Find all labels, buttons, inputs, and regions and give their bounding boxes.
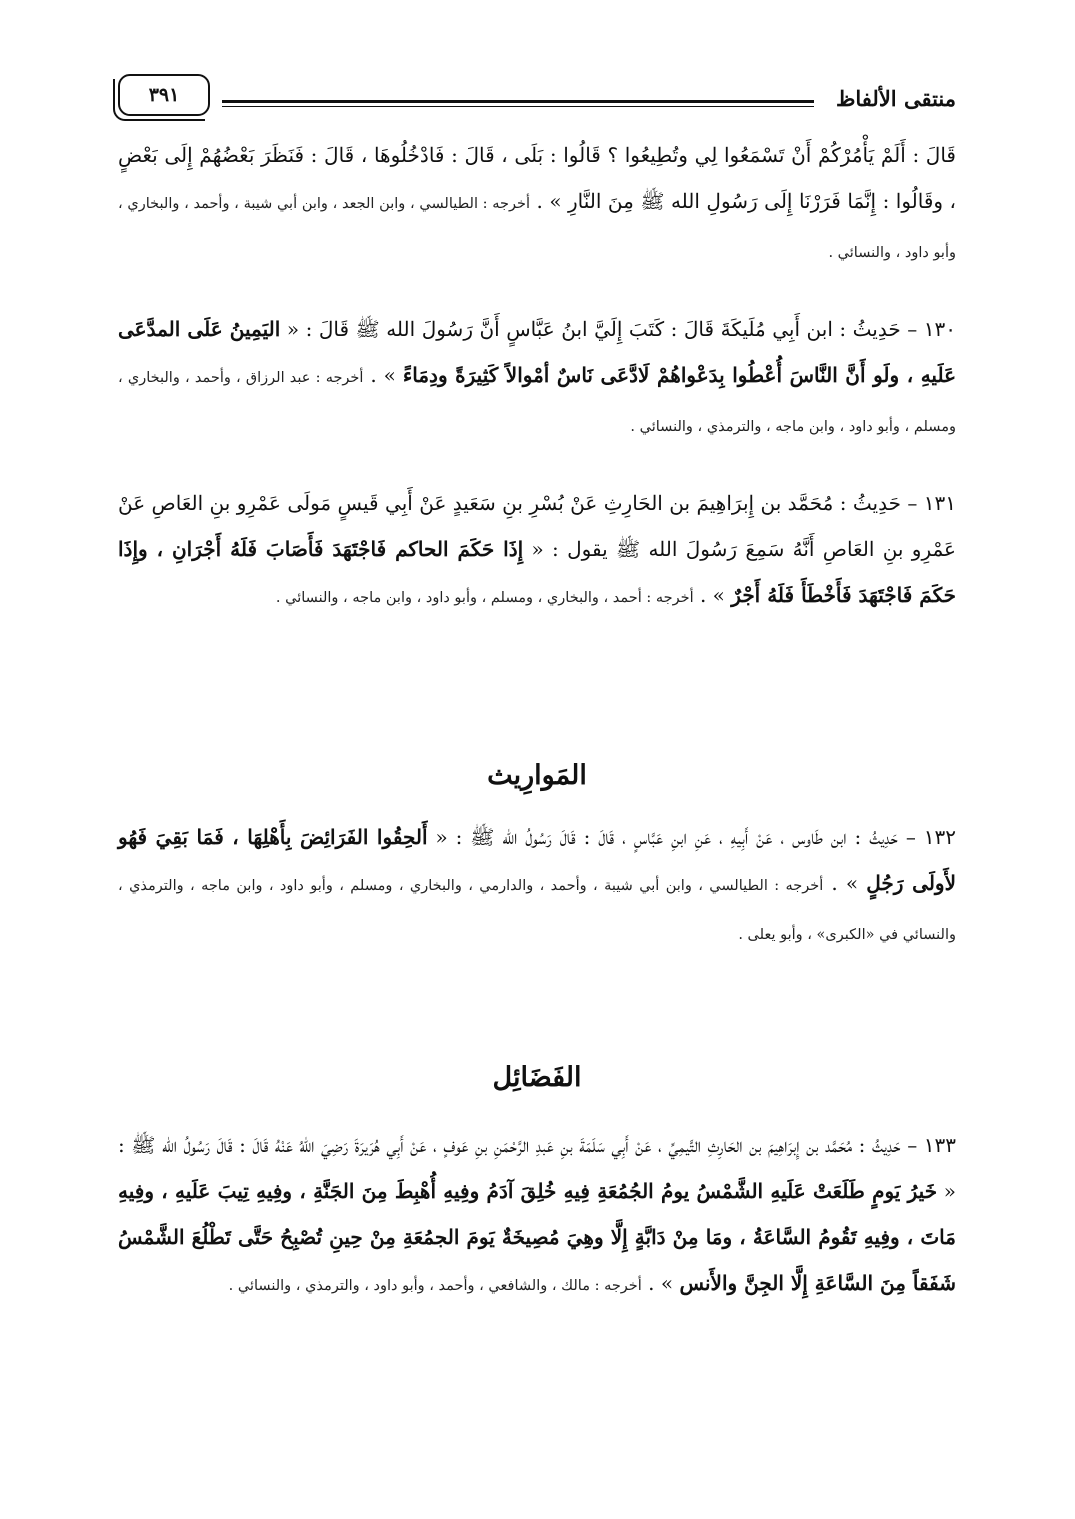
continuation-source: أخرجه : الطيالسي ، وابن الجعد ، وابن أبي شيبة ، وأحمد ، والبخاري ، وأبو داود ، والنسائي .: [118, 196, 956, 261]
continuation-text: قَالَ : أَلَمْ يَأْمُرْكُمْ أَنْ تَسْمَعُوا لِي وتُطِيعُوا ؟ قَالُوا : بَلَى ، قَالَ : فَادْخُلُوهَا ، قَالَ : فَنَظَرَ بَعْضُهُمْ إِلَى بَعْضٍ ، وقَالُوا : إِنَّمَا فَرَرْنَا إِلَى رَسُولِ الله ﷺ مِنَ النَّارِ » .: [118, 143, 956, 213]
page-number-box: [118, 74, 210, 116]
continuation-paragraph: [118, 132, 956, 276]
hadith-133-intro: ١٣٣ – حَدِيثُ : مُحَمَّد بن إِبرَاهِيمَ بن الحَارِثِ التَّيمِيِّ ، عَنْ أَبِي سَلَمَةَ بنِ عَبدِ الرَّحْمَنِ بنِ عَوفٍ ، عَنْ أَبِي هُرَيرَةَ رَضِيَ اللهُ عَنْهُ قَالَ : قَالَ رَسُولُ الله ﷺ : «: [118, 1133, 957, 1203]
section-heading-mawarith: المَوارِيث: [487, 760, 587, 791]
hadith-130-quote: اليَمِينُ عَلَى المدَّعَى عَلَيهِ ، ولَو أَنَّ النَّاسَ أُعْطُوا بِدَعْواهُمْ لَادَّعَى نَاسٌ أمْوالاً كَثِيرَةً ودِمَاءً: [118, 317, 957, 387]
hadith-130: [118, 306, 956, 450]
hadith-131: [118, 480, 956, 621]
hadith-131-intro: ١٣١ – حَدِيثُ : مُحَمَّد بن إِبرَاهِيمَ بن الحَارِثِ عَنْ بُسْرِ بنِ سَعَيدٍ عَنْ أَبِي قَيسٍ مَولَى عَمْرِو بنِ العَاصِ عَنْ عَمْرِو بنِ العَاصِ أَنَّهُ سَمِعَ رَسُولَ الله ﷺ يقول : «: [118, 491, 956, 561]
hadith-131-close: » .: [699, 583, 725, 607]
hadith-133-source: أخرجه : مالك ، والشافعي ، وأحمد ، وأبو داود ، والترمذي ، والنسائي .: [228, 1278, 642, 1294]
hadith-132: [118, 814, 956, 958]
hadith-131-quote: إِذَا حَكَمَ الحاكم فَاجْتَهَدَ فَأَصَابَ فَلَهُ أَجْرَانِ ، وإِذَا حَكَمَ فَاجْتَهَدَ فَأَخْطَأَ فَلَهُ أَجْرٌ: [118, 537, 956, 607]
book-title: منتقى الألفاظ: [835, 86, 956, 111]
hadith-130-intro: ١٣٠ – حَدِيثُ : ابن أَبِي مُلَيكَةَ قَالَ : كَتَبَ إِلَيَّ ابنُ عَبَّاسٍ أَنَّ رَسُولَ الله ﷺ قَالَ : «: [286, 317, 956, 341]
hadith-133: [118, 1122, 956, 1309]
document-page: [118, 0, 956, 1519]
section-heading-fadail: الفَضَائِل: [492, 1062, 582, 1093]
hadith-132-quote: أَلحِقُوا الفَرَائِضَ بِأَهْلِهَا ، فَمَا بَقِيَ فَهُو لأَولَى رَجُلٍ: [118, 825, 957, 895]
hadith-132-intro: ١٣٢ – حَدِيثُ : ابن طَاوس ، عَنْ أَبِيهِ ، عَنِ ابنِ عَبَّاسٍ ، قَالَ : قَالَ رَسُولُ الله ﷺ : «: [435, 825, 957, 849]
page-header: [118, 74, 956, 126]
hadith-133-quote: خَيرُ يَومٍ طَلَعَتْ عَلَيهِ الشَّمْسُ يومُ الجُمُعَةِ فِيهِ خُلِقَ آدَمُ وفِيهِ أُهْبِطَ مِنَ الجَنَّةِ ، وفِيهِ تِيبَ عَلَيهِ ، وفِيهِ مَاتَ ، وفِيهِ تَقُومُ السَّاعَةُ ، ومَا مِنْ دَابَّةٍ إِلَّا وهِيَ مُصِيخَةٌ يَومَ الجمُعَةِ مِنْ حِينِ تُصْبِحُ حَتَّى تَطْلُعَ الشَّمْسُ شَفَقاً مِنَ السَّاعَةِ إِلَّا الجِنَّ والأَنس: [118, 1179, 956, 1295]
hadith-132-close: » .: [831, 871, 859, 895]
hadith-130-source: أخرجه : عبد الرزاق ، وأحمد ، والبخاري ، ومسلم ، وأبو داود ، وابن ماجه ، والترمذي ، والنسائي .: [118, 370, 956, 435]
hadith-131-source: أخرجه : أحمد ، والبخاري ، ومسلم ، وأبو داود ، وابن ماجه ، والنسائي .: [275, 590, 694, 606]
hadith-130-close: » .: [370, 363, 396, 387]
header-divider: [222, 100, 814, 107]
hadith-133-close: » .: [648, 1271, 674, 1295]
page-number: ٣٩١: [148, 84, 180, 106]
hadith-132-source: أخرجه : الطيالسي ، وابن أبي شيبة ، وأحمد ، والدارمي ، والبخاري ، ومسلم ، وأبو داود ، وابن ماجه ، والترمذي ، والنسائي في «الكبرى» ، وأبو يعلى .: [118, 878, 956, 943]
